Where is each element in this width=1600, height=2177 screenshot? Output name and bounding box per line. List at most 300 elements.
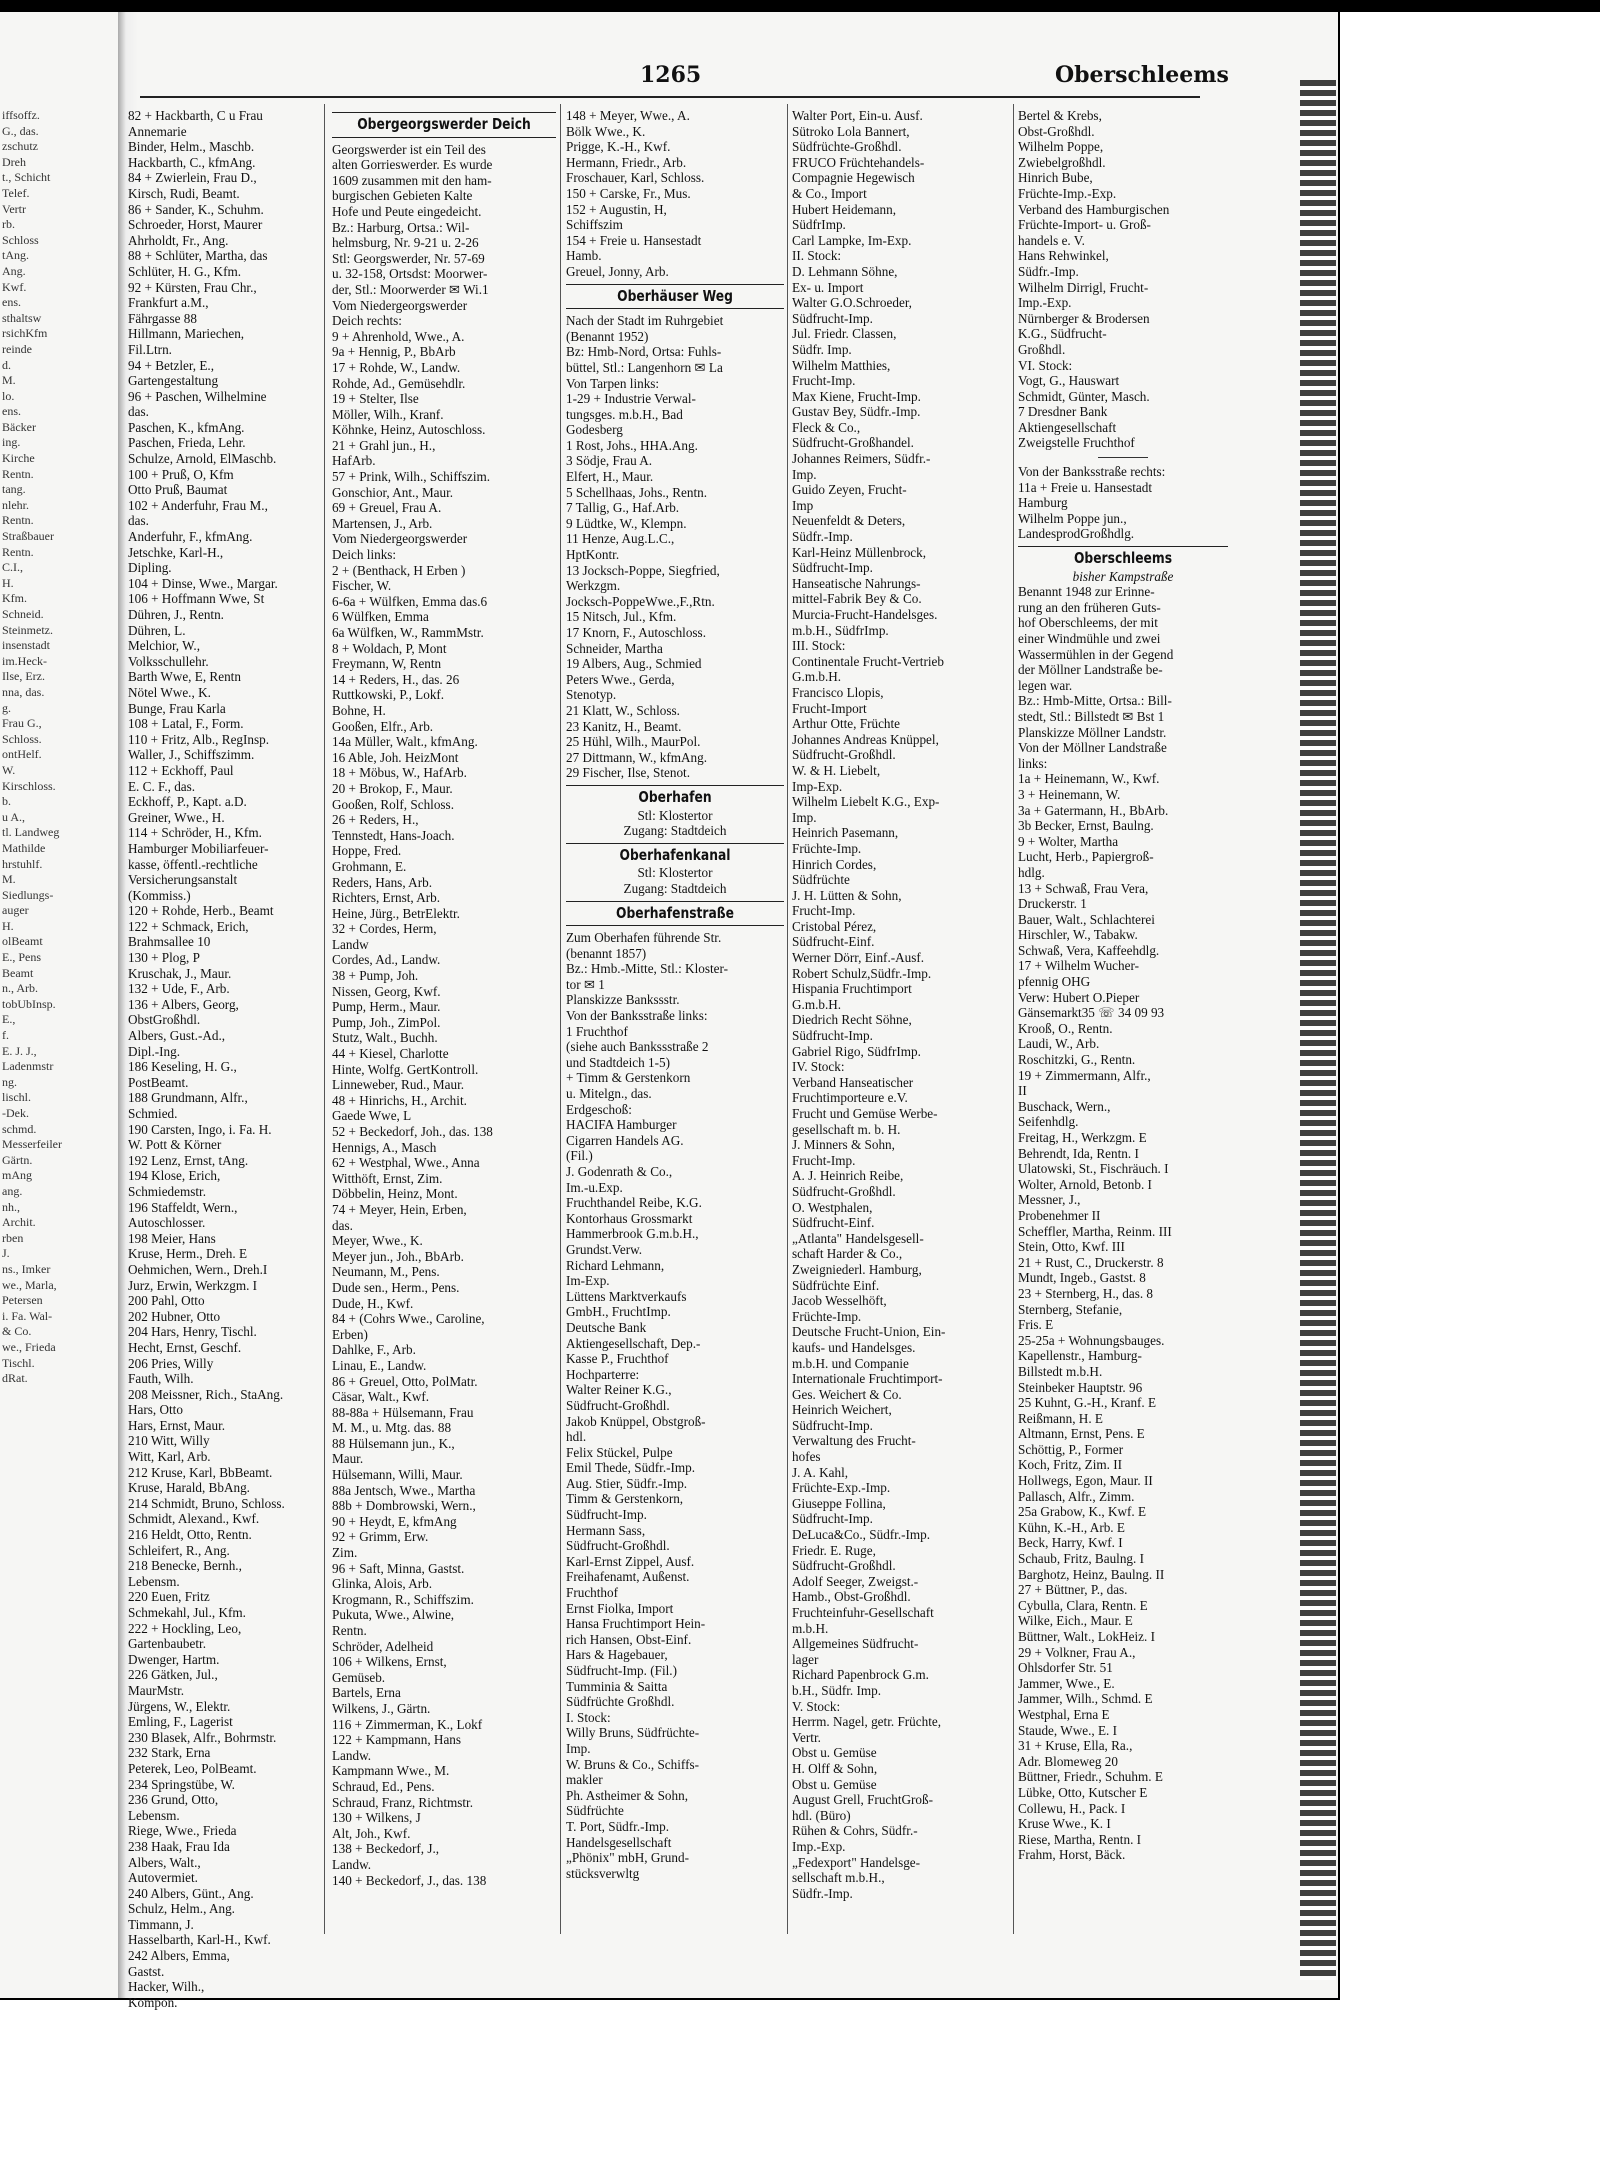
- entry-line: (Fil.): [566, 1148, 593, 1164]
- entry-line: Schmiedemstr.: [128, 1183, 207, 1199]
- entry-line: Emling, F., Lagerist: [128, 1714, 233, 1730]
- entry-line: 130 + Wilkens, J: [332, 1810, 421, 1826]
- entry-line: rung an den früheren Guts-: [1018, 599, 1161, 615]
- entry-line: Johannes Reimers, Südfr.-: [792, 451, 931, 467]
- entry-line: nh.,: [2, 1199, 20, 1214]
- entry-line: Reders, Hans, Arb.: [332, 874, 432, 890]
- entry-line: Werkzgm.: [566, 578, 621, 594]
- entry-line: 20 + Brokop, F., Maur.: [332, 780, 453, 796]
- entry-line: 148 + Meyer, Wwe., A.: [566, 108, 690, 123]
- entry-line: 90 + Heydt, E, kfmAng: [332, 1513, 457, 1529]
- entry-line: H.: [2, 575, 14, 590]
- entry-line: 242 Albers, Emma,: [128, 1948, 230, 1964]
- entry-line: Hamburg: [1018, 495, 1068, 511]
- entry-line: Murcia-Frucht-Handelsges.: [792, 607, 938, 622]
- entry-line: 48 + Hinrichs, H., Archit.: [332, 1092, 467, 1108]
- entry-line: Hamb., Obst-Großhdl.: [792, 1589, 911, 1605]
- entry-line: 21 + Grahl jun., H.,: [332, 437, 436, 453]
- entry-line: Dipling.: [128, 560, 172, 576]
- entry-line: Wilhelm Poppe,: [1018, 139, 1104, 155]
- entry-line: + Timm & Gerstenkorn: [566, 1070, 691, 1086]
- entry-line: Erdgeschoß:: [566, 1101, 632, 1117]
- entry-line: E.,: [2, 1012, 16, 1027]
- entry-line: Bz.: Harburg, Ortsa.: Wil-: [332, 219, 470, 235]
- entry-line: burgischen Gebieten Kalte: [332, 188, 473, 204]
- section-rule: [566, 925, 784, 926]
- entry-line: Georgswerder ist ein Teil des: [332, 141, 486, 157]
- entry-line: m.b.H., SüdfrImp.: [792, 622, 889, 638]
- entry-line: Witthöft, Ernst, Zim.: [332, 1170, 443, 1186]
- entry-line: Schraud, Franz, Richtmstr.: [332, 1794, 474, 1810]
- entry-line: 106 + Hoffmann Wwe, St: [128, 591, 265, 607]
- entry-line: Melchior, W.,: [128, 638, 200, 654]
- entry-line: Döbbelin, Heinz, Mont.: [332, 1186, 458, 1202]
- entry-line: 25-25a + Wohnungsbauges.: [1018, 1332, 1165, 1348]
- entry-line: Vom Niedergeorgswerder: [332, 297, 468, 313]
- entry-line: „Phönix" mbH, Grund-: [566, 1850, 689, 1866]
- entry-line: Hamb.: [566, 248, 602, 264]
- entry-line: 110 + Fritz, Alb., RegInsp.: [128, 731, 270, 747]
- entry-line: das.: [332, 1217, 353, 1233]
- entry-line: Albers, Gust.-Ad.,: [128, 1028, 226, 1044]
- entry-line: Bz.: Hmb.-Mitte, Stl.: Kloster-: [566, 961, 729, 977]
- street-heading-obergeorgswerder-deich: Obergeorgswerder Deich: [357, 115, 531, 133]
- entry-line: Felix Stückel, Pulpe: [566, 1444, 673, 1460]
- entry-line: Stl: Klostertor: [637, 807, 713, 823]
- entry-line: d.: [2, 357, 11, 372]
- entry-line: 3 Södje, Frau A.: [566, 453, 653, 469]
- entry-line: Dude sen., Herm., Pens.: [332, 1279, 460, 1295]
- street-heading-oberhafenkanal: Oberhafenkanal: [619, 845, 731, 864]
- entry-line: & Co., Import: [792, 185, 867, 201]
- entry-line: 6 Wülfken, Emma: [332, 609, 429, 625]
- entry-line: Krogmann, R., Schiffszim.: [332, 1591, 474, 1607]
- entry-line: Rentn.: [332, 1623, 367, 1638]
- entry-line: f.: [2, 1028, 9, 1043]
- entry-line: Roschitzki, G., Rentn.: [1018, 1052, 1136, 1068]
- entry-line: Kampmann Wwe., M.: [332, 1763, 450, 1779]
- entry-line: G., das.: [2, 123, 39, 138]
- entry-line: Zweigniederl. Hamburg,: [792, 1261, 922, 1277]
- entry-line: Gärtn.: [2, 1152, 33, 1167]
- entry-line: Barth Wwe, E, Rentn: [128, 669, 241, 685]
- street-entries: [1018, 584, 1228, 1863]
- entry-line: W. & H. Liebelt,: [792, 762, 881, 778]
- entry-line: DeLuca&Co., Südfr.-Imp.: [792, 1527, 931, 1543]
- entry-line: Dahlke, F., Arb.: [332, 1342, 416, 1358]
- entry-line: 27 Dittmann, W., kfmAng.: [566, 749, 708, 765]
- entry-line: Tumminia & Saitta: [566, 1678, 668, 1694]
- entry-line: Internationale Fruchtimport-: [792, 1371, 943, 1387]
- entry-line: Früchte-Import- u. Groß-: [1018, 217, 1151, 233]
- entry-line: Landw.: [332, 1747, 372, 1763]
- entry-line: Ex- u. Import: [792, 279, 864, 295]
- entry-line: M.: [2, 373, 16, 388]
- entry-line: 202 Hubner, Otto: [128, 1308, 221, 1324]
- entry-line: 9a + Hennig, P., BbArb: [332, 344, 456, 360]
- entry-line: Gemüseb.: [332, 1669, 386, 1685]
- entry-line: hdlg.: [1018, 864, 1045, 880]
- entry-line: rsichKfm: [2, 326, 48, 341]
- entry-line: Pump, Herm., Maur.: [332, 999, 441, 1015]
- entry-line: Großhdl.: [1018, 341, 1066, 357]
- entry-line: Messerfeiler: [2, 1137, 62, 1152]
- entry-line: stücksverwltg: [566, 1865, 640, 1881]
- entry-line: Handelsgesellschaft: [566, 1834, 672, 1850]
- entry-line: Hinte, Wolfg. GertKontroll.: [332, 1061, 479, 1077]
- section-rule: [332, 112, 556, 113]
- entry-line: Köhnke, Heinz, Autoschloss.: [332, 422, 486, 438]
- entry-line: Hillmann, Mariechen,: [128, 326, 245, 342]
- directory-column-5: [1018, 108, 1228, 1863]
- entry-line: K.G., Südfrucht-: [1018, 326, 1107, 342]
- entry-line: Hofe und Peute eingedeicht.: [332, 203, 482, 219]
- section-rule: [566, 785, 784, 786]
- entry-line: Bölk Wwe., K.: [566, 123, 646, 139]
- entry-line: Vertr.: [792, 1729, 821, 1745]
- entry-line: Von der Möllner Landstraße: [1018, 740, 1167, 756]
- entry-line: 19 + Zimmermann, Alfr.,: [1018, 1067, 1151, 1083]
- entry-line: Frucht und Gemüse Werbe-: [792, 1106, 938, 1121]
- entry-line: 29 + Volkner, Frau A.,: [1018, 1644, 1136, 1660]
- section-rule: [566, 901, 784, 902]
- entry-line: 198 Meier, Hans: [128, 1230, 216, 1246]
- entry-line: schmd.: [2, 1121, 37, 1136]
- entry-line: Schmied.: [128, 1106, 178, 1121]
- entry-line: II. Stock:: [792, 248, 842, 264]
- entry-line: 8 + Woldach, P, Mont: [332, 640, 447, 656]
- entry-line: 86 + Sander, K., Schuhm.: [128, 201, 264, 217]
- entry-line: Südfrucht-Großhandel.: [792, 435, 914, 451]
- entry-line: büttel, Stl.: Langenhorn ✉ La: [566, 359, 723, 375]
- entry-line: Staude, Wwe., E. I: [1018, 1722, 1118, 1738]
- entry-line: Hispania Fruchtimport: [792, 981, 912, 997]
- entry-line: ng.: [2, 1074, 17, 1089]
- entry-line: 11a + Freie u. Hansestadt: [1018, 479, 1153, 495]
- entry-line: Gastst.: [128, 1963, 165, 1979]
- entry-line: Landw.: [332, 1856, 372, 1872]
- entry-line: Ahrholdt, Fr., Ang.: [128, 232, 229, 248]
- entry-line: mAng: [2, 1168, 32, 1183]
- entry-line: Lucht, Herb., Papiergroß-: [1018, 849, 1154, 865]
- entry-line: Waller, J., Schiffszimm.: [128, 747, 255, 763]
- entry-line: 19 + Stelter, Ilse: [332, 391, 419, 407]
- entry-line: Früchte-Exp.-Imp.: [792, 1480, 891, 1496]
- directory-column-1: [128, 108, 320, 2010]
- entry-line: Lüttens Marktverkaufs: [566, 1288, 687, 1304]
- entry-line: LandesprodGroßhdlg.: [1018, 526, 1135, 542]
- entry-line: 218 Benecke, Bernh.,: [128, 1558, 242, 1574]
- entry-line: Südfrucht-Imp.: [566, 1507, 647, 1523]
- entry-line: m.b.H. und Companie: [792, 1355, 909, 1371]
- entry-line: Von der Banksstraße links:: [566, 1008, 708, 1024]
- entry-line: nna, das.: [2, 684, 45, 699]
- entry-line: ang.: [2, 1183, 23, 1198]
- entry-line: Johannes Andreas Knüppel,: [792, 731, 939, 747]
- entry-line: 154 + Freie u. Hansestadt: [566, 232, 702, 248]
- entry-line: Linneweber, Rud., Maur.: [332, 1077, 465, 1093]
- entry-line: Früchte-Imp.: [792, 840, 862, 856]
- entry-line: Meyer jun., Joh., BbArb.: [332, 1248, 464, 1264]
- entry-line: Petersen: [2, 1293, 43, 1308]
- entry-line: Aktiengesellschaft, Dep.-: [566, 1335, 701, 1351]
- entry-line: Laudi, W., Arb.: [1018, 1036, 1100, 1052]
- entry-line: rb.: [2, 217, 15, 232]
- entry-line: Verband des Hamburgischen: [1018, 201, 1170, 217]
- entry-line: (benannt 1857): [566, 945, 647, 961]
- entry-line: Beck, Harry, Kwf. I: [1018, 1535, 1123, 1551]
- entry-line: Krooß, O., Rentn.: [1018, 1020, 1113, 1036]
- entry-line: Kapellenstr., Hamburg-: [1018, 1348, 1142, 1364]
- entry-line: Südfrüchte: [566, 1803, 624, 1819]
- entry-line: Brahmsallee 10: [128, 934, 211, 950]
- entry-line: Bz: Hmb-Nord, Ortsa: Fuhls-: [566, 344, 722, 360]
- entry-line: Büttner, Friedr., Schuhm. E: [1018, 1769, 1163, 1785]
- column-divider: [787, 104, 788, 1934]
- entry-line: HafArb.: [332, 453, 376, 469]
- entry-line: 14a Müller, Walt., kfmAng.: [332, 734, 478, 750]
- entry-line: Autoschlosser.: [128, 1215, 206, 1231]
- entry-line: 17 + Wilhelm Wucher-: [1018, 958, 1139, 974]
- entry-line: Hubert Heidemann,: [792, 201, 896, 217]
- directory-column-3: [566, 108, 784, 1881]
- entry-line: Stl: Georgswerder, Nr. 57-69: [332, 250, 485, 266]
- entry-line: Autovermiet.: [128, 1870, 198, 1886]
- entry-line: Prigge, K.-H., Kwf.: [566, 139, 671, 155]
- entry-line: 220 Euen, Fritz: [128, 1589, 210, 1605]
- entry-line: Jocksch-PoppeWwe.,F.,Rtn.: [566, 593, 715, 609]
- entry-line: (Kommiss.): [128, 887, 191, 903]
- street-entries: [566, 808, 784, 839]
- entry-line: Hans Rehwinkel,: [1018, 248, 1109, 264]
- entry-line: und Stadtdeich 1-5): [566, 1054, 671, 1070]
- entry-line: 3 + Heinemann, W.: [1018, 786, 1121, 802]
- entry-line: 16 Able, Joh. HeizMont: [332, 749, 459, 765]
- entry-line: Elfert, H., Maur.: [566, 469, 654, 485]
- entry-line: Reißmann, H. E: [1018, 1410, 1103, 1426]
- entry-line: tang.: [2, 482, 26, 497]
- entry-line: 32 + Cordes, Herm,: [332, 921, 437, 937]
- entry-line: Robert Schulz,Südfr.-Imp.: [792, 965, 932, 981]
- entry-line: Werner Dörr, Einf.-Ausf.: [792, 950, 925, 966]
- entry-line: Martensen, J., Arb.: [332, 515, 433, 531]
- street-entries: [566, 865, 784, 896]
- entry-line: im.Heck-: [2, 653, 47, 668]
- entry-line: Planskizze Möllner Landstr.: [1018, 724, 1167, 740]
- entry-line: Vogt, G., Hauswart: [1018, 373, 1120, 389]
- entry-line: Dude, H., Kwf.: [332, 1295, 414, 1311]
- entry-line: Max Kiene, Frucht-Imp.: [792, 388, 921, 404]
- entry-line: Freymann, W, Rentn: [332, 656, 442, 672]
- entry-line: 96 + Paschen, Wilhelmine: [128, 388, 267, 404]
- entry-line: 152 + Augustin, H,: [566, 201, 667, 217]
- entry-line: Dühren, L.: [128, 622, 186, 638]
- section-rule: [566, 284, 784, 285]
- entry-line: Früchte-Imp.: [792, 1308, 862, 1324]
- entry-line: Benannt 1948 zur Erinne-: [1018, 584, 1155, 600]
- entry-line: Jakob Knüppel, Obstgroß-: [566, 1413, 706, 1429]
- entry-line: M.: [2, 872, 16, 887]
- entry-line: 92 + Grimm, Erw.: [332, 1529, 429, 1545]
- entry-line: Jammer, Wilh., Schmd. E: [1018, 1691, 1153, 1707]
- street-entries: [566, 930, 784, 1881]
- entry-line: Ruttkowski, P., Lokf.: [332, 687, 445, 703]
- entry-line: 200 Pahl, Otto: [128, 1293, 205, 1309]
- entry-line: 26 + Reders, H.,: [332, 812, 419, 828]
- entry-line: E., Pens: [2, 950, 41, 965]
- entry-line: Deich links:: [332, 547, 397, 563]
- entry-line: Timmann, J.: [128, 1916, 194, 1932]
- entry-line: Möller, Wilh., Kranf.: [332, 406, 444, 422]
- entry-line: Hecht, Ernst, Geschf.: [128, 1339, 242, 1355]
- entry-line: 27 + Büttner, P., das.: [1018, 1582, 1128, 1598]
- entry-line: 84 + (Cohrs Wwe., Caroline,: [332, 1311, 485, 1327]
- entry-line: Ilse, Erz.: [2, 669, 45, 684]
- entry-line: u A.,: [2, 809, 26, 824]
- entry-line: Greiner, Wwe., H.: [128, 809, 225, 825]
- entry-line: Zum Oberhafen führende Str.: [566, 930, 722, 946]
- entry-line: Südfrucht-Imp.: [792, 1417, 873, 1433]
- entry-line: Schiffszim: [566, 217, 623, 233]
- entry-line: Südfr.-Imp.: [1018, 263, 1079, 279]
- entry-line: legen war.: [1018, 677, 1073, 693]
- entry-line: Jul. Friedr. Classen,: [792, 326, 897, 342]
- entry-line: gesellschaft m. b. H.: [792, 1121, 901, 1137]
- street-heading-oberhaeuser-weg: Oberhäuser Weg: [617, 286, 733, 305]
- entry-line: Hasselbarth, Karl-H., Kwf.: [128, 1932, 271, 1948]
- entry-line: Jetschke, Karl-H.,: [128, 544, 224, 560]
- entry-line: Alt, Joh., Kwf.: [332, 1825, 411, 1841]
- entry-line: 17 + Rohde, W., Landw.: [332, 359, 461, 375]
- entry-line: Witt, Karl, Arb.: [128, 1449, 211, 1465]
- entry-line: Grundst.Verw.: [566, 1241, 643, 1257]
- header-rule: [140, 96, 1200, 98]
- entry-line: Hülsemann, Willi, Maur.: [332, 1467, 463, 1483]
- street-entries: [1018, 108, 1228, 451]
- street-entries: [1018, 464, 1228, 542]
- entry-line: Richters, Ernst, Arb.: [332, 890, 441, 906]
- entry-line: 108 + Latal, F., Form.: [128, 716, 244, 732]
- column-divider: [560, 104, 561, 1934]
- entry-line: 104 + Dinse, Wwe., Margar.: [128, 575, 278, 591]
- entry-line: Otto Pruß, Baumat: [128, 482, 228, 498]
- entry-line: Deutsche Bank: [566, 1319, 647, 1335]
- entry-line: Timm & Gerstenkorn,: [566, 1491, 684, 1507]
- entry-line: Imp.: [792, 466, 817, 482]
- entry-line: hof Oberschleems, der mit: [1018, 615, 1158, 631]
- entry-line: Mundt, Ingeb., Gastst. 8: [1018, 1270, 1146, 1286]
- entry-line: Zwiebelgroßhdl.: [1018, 154, 1106, 170]
- entry-line: Südfrucht-Einf.: [792, 1215, 875, 1231]
- entry-line: 232 Stark, Erna: [128, 1745, 211, 1761]
- entry-line: Hollwegs, Egon, Maur. II: [1018, 1473, 1153, 1489]
- facing-page-fragment-column: [2, 108, 114, 1387]
- entry-line: 23 + Sternberg, H., das. 8: [1018, 1285, 1154, 1301]
- separator-rule: [1098, 457, 1148, 458]
- entry-line: Friedr. E. Ruge,: [792, 1542, 876, 1558]
- entry-line: hdl. (Büro): [792, 1807, 851, 1823]
- entry-line: 13 Jocksch-Poppe, Siegfried,: [566, 562, 720, 578]
- entry-line: schaft Harder & Co.,: [792, 1246, 903, 1262]
- entry-line: Frucht-Imp.: [792, 1152, 856, 1168]
- entry-line: Imp: [792, 497, 814, 513]
- entry-line: Südfr.-Imp.: [792, 529, 853, 545]
- entry-line: Bäcker: [2, 419, 36, 434]
- entry-line: Südfr.-Imp.: [792, 1885, 853, 1901]
- entry-line: 196 Staffeldt, Wern.,: [128, 1199, 238, 1215]
- entry-line: Imp.: [566, 1740, 591, 1756]
- entry-line: Ernst Fiolka, Import: [566, 1600, 674, 1616]
- entry-line: 214 Schmidt, Bruno, Schloss.: [128, 1495, 285, 1511]
- entry-line: dRat.: [2, 1371, 28, 1386]
- entry-line: Hinrich Cordes,: [792, 856, 877, 872]
- entry-line: Siedlungs-: [2, 887, 54, 902]
- entry-line: 120 + Rohde, Herb., Beamt: [128, 903, 274, 919]
- entry-line: Hennigs, A., Masch: [332, 1139, 437, 1155]
- entry-line: Bunge, Frau Karla: [128, 700, 226, 716]
- entry-line: 122 + Schmack, Erich,: [128, 918, 249, 934]
- entry-line: Südfrüchte Einf.: [792, 1277, 880, 1293]
- entry-line: Rohde, Ad., Gemüsehdlr.: [332, 375, 466, 391]
- entry-line: August Grell, FruchtGroß-: [792, 1792, 934, 1808]
- entry-line: 136 + Albers, Georg,: [128, 996, 239, 1012]
- entry-line: ens.: [2, 404, 21, 419]
- street-heading-oberschleems: Oberschleems: [1073, 549, 1173, 568]
- entry-line: J. Godenrath & Co.,: [566, 1164, 673, 1179]
- entry-line: IV. Stock:: [792, 1059, 845, 1075]
- entry-line: links:: [1018, 755, 1048, 771]
- entry-line: lischl.: [2, 1090, 31, 1105]
- entry-line: Deich rechts:: [332, 313, 402, 329]
- entry-line: mittel-Fabrik Bey & Co.: [792, 591, 922, 607]
- entry-line: D. Lehmann Söhne,: [792, 263, 898, 279]
- section-rule: [1018, 546, 1228, 547]
- entry-line: Verband Hanseatischer: [792, 1074, 914, 1090]
- entry-line: Archit.: [2, 1215, 36, 1230]
- entry-line: Hansa Fruchtimport Hein-: [566, 1616, 706, 1632]
- entry-line: Wilhelm Liebelt K.G., Exp-: [792, 794, 940, 810]
- entry-line: we., Marla,: [2, 1277, 57, 1292]
- entry-line: Obst-Großhdl.: [1018, 123, 1095, 139]
- entry-line: W. Bruns & Co., Schiffs-: [566, 1756, 699, 1772]
- entry-line: Fleck & Co.,: [792, 419, 861, 435]
- entry-line: Früchte-Imp.-Exp.: [1018, 185, 1117, 201]
- entry-line: der, Stl.: Moorwerder ✉ Wi.1: [332, 281, 489, 297]
- entry-line: Von Tarpen links:: [566, 375, 660, 391]
- entry-line: Fährgasse 88: [128, 310, 197, 326]
- entry-line: Dwenger, Hartm.: [128, 1651, 220, 1667]
- entry-line: Walter Reiner K.G.,: [566, 1382, 672, 1398]
- entry-line: 88-88a + Hülsemann, Frau: [332, 1404, 474, 1420]
- entry-line: 6-6a + Wülfken, Emma das.6: [332, 593, 488, 609]
- entry-line: Fruchthof: [566, 1585, 619, 1601]
- entry-line: Jurz, Erwin, Werkzgm. I: [128, 1277, 258, 1293]
- entry-line: Bohne, H.: [332, 702, 386, 718]
- entry-line: sthaltsw: [2, 310, 42, 325]
- entry-line: b.: [2, 794, 11, 809]
- entry-line: Rentn.: [2, 466, 34, 481]
- entry-line: Guido Zeyen, Frucht-: [792, 482, 907, 498]
- entry-line: Imp-Exp.: [792, 778, 843, 794]
- entry-line: Altmann, Ernst, Pens. E: [1018, 1426, 1145, 1442]
- entry-line: Pallasch, Alfr., Zimm.: [1018, 1488, 1135, 1504]
- column-divider: [324, 104, 325, 1934]
- entry-line: Südfrucht-Großhdl.: [566, 1538, 670, 1554]
- entry-line: Diedrich Recht Söhne,: [792, 1012, 912, 1028]
- entry-line: 69 + Greuel, Frau A.: [332, 500, 442, 516]
- entry-line: Heinrich Weichert,: [792, 1402, 892, 1418]
- entry-line: Schneid.: [2, 607, 44, 621]
